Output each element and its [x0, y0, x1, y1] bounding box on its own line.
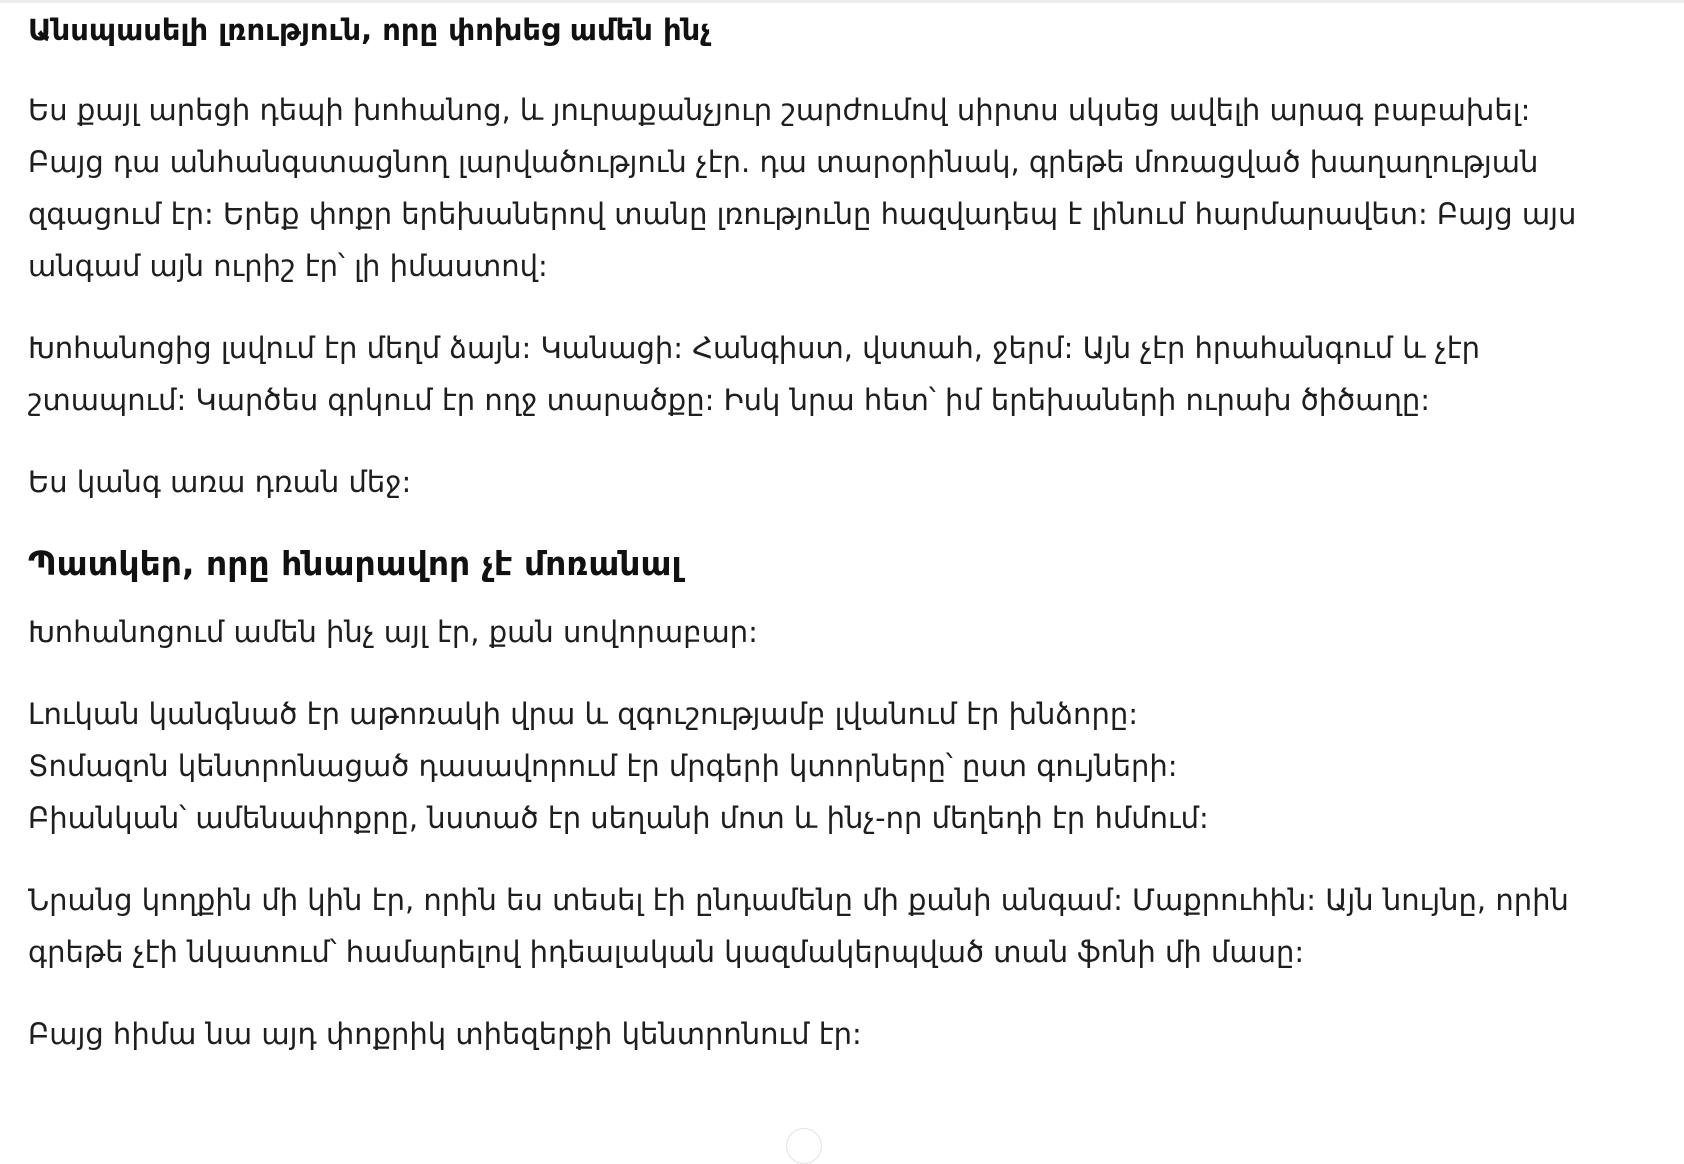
paragraph: Ես կանգ առա դռան մեջ: [28, 465, 412, 499]
paragraph: Բայց հիմա նա այդ փոքրիկ տիեզերքի կենտրոնում էր: [28, 1017, 862, 1051]
top-divider [0, 0, 1684, 3]
paragraph-line: գրեթե չէի նկատում՝ համարելով իդեալական կազմակերպված տան ֆոնի մի մասը: [28, 935, 1305, 969]
paragraph: Խոհանոցում ամեն ինչ այլ էր, քան սովորաբար: [28, 615, 758, 649]
paragraph-line: շտապում: Կարծես գրկում էր ողջ տարածքը: Իսկ նրա հետ՝ իմ երեխաների ուրախ ծիծաղը: [28, 383, 1430, 417]
paragraph-line: Բայց դա անհանգստացնող լարվածություն չէր. դա տարօրինակ, գրեթե մոռացված խաղաղության [28, 145, 1539, 179]
paragraph-line: անգամ այն ուրիշ էր՝ լի իմաստով: [28, 249, 548, 283]
section-heading: Անսպասելի լռություն, որը փոխեց ամեն ինչ [28, 13, 711, 47]
paragraph-line: Նրանց կողքին մի կին էր, որին ես տեսել էի ընդամենը մի քանի անգամ: Մաքրուհին: Այն նույնը, որին [28, 883, 1569, 917]
paragraph-line: զգացում էր: Երեք փոքր երեխաներով տանը լռությունը հազվադեպ է լինում հարմարավետ: Բայց այս [28, 197, 1577, 231]
paragraph-line: Լուկան կանգնած էր աթոռակի վրա և զգուշությամբ լվանում էր խնձորը: [28, 697, 1138, 731]
paragraph-line: Բիանկան՝ ամենափոքրը, նստած էր սեղանի մոտ և ինչ-որ մեղեդի էր հմմում: [28, 801, 1209, 835]
paragraph-line: Խոհանոցից լսվում էր մեղմ ձայն: Կանացի: Հանգիստ, վստահ, ջերմ: Այն չէր հրահանգում և չէր [28, 331, 1480, 365]
paragraph-line: Տոմազոն կենտրոնացած դասավորում էր մրգերի կտորները՝ ըստ գույների: [28, 749, 1178, 783]
section-heading: Պատկեր, որը հնարավոր չէ մոռանալ [28, 544, 682, 583]
paragraph-line: Ես քայլ արեցի դեպի խոհանոց, և յուրաքանչյուր շարժումով սիրտս սկսեց ավելի արագ բաբախել: [28, 93, 1531, 127]
scroll-down-button[interactable] [786, 1128, 822, 1164]
